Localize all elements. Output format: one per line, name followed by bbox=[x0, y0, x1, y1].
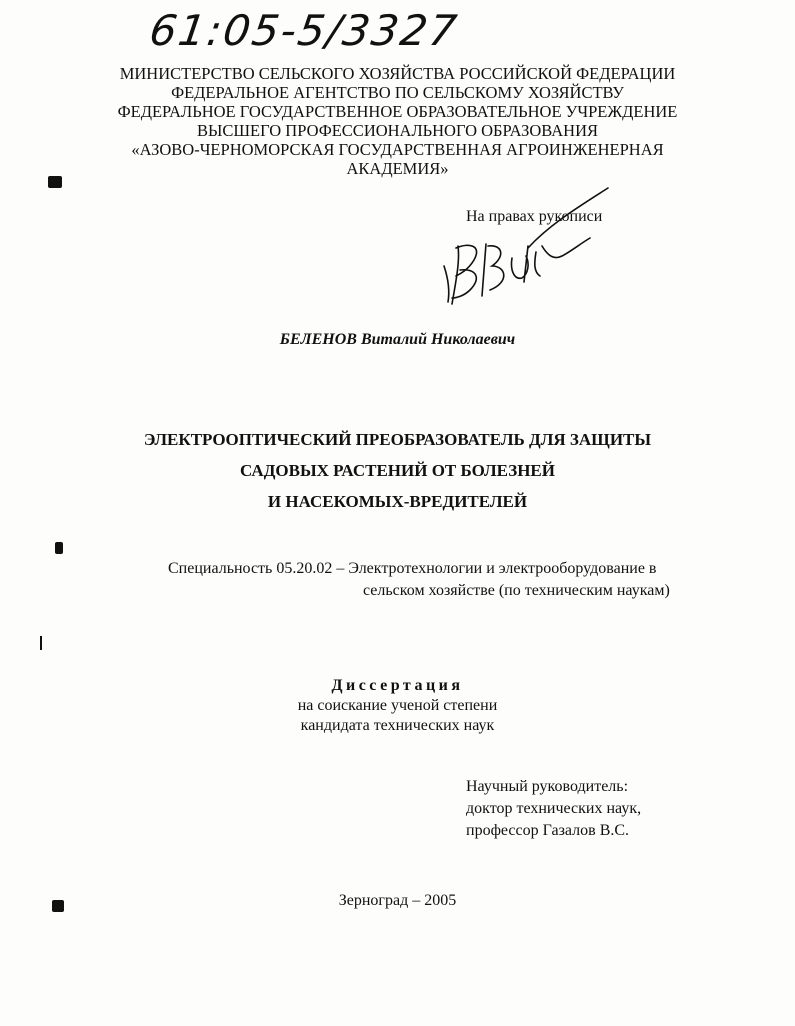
degree-line: на соискание ученой степени bbox=[297, 697, 498, 714]
title-line: ЭЛЕКТРООПТИЧЕСКИЙ ПРЕОБРАЗОВАТЕЛЬ ДЛЯ ЗАЩИТЫ bbox=[143, 430, 652, 449]
scan-mark bbox=[40, 636, 42, 650]
degree-line: кандидата технических наук bbox=[300, 717, 495, 734]
author-name: БЕЛЕНОВ Виталий Николаевич bbox=[279, 331, 516, 348]
dissertation-block bbox=[0, 676, 795, 736]
ministry-line: ФЕДЕРАЛЬНОЕ АГЕНТСТВО ПО СЕЛЬСКОМУ ХОЗЯЙСТВУ bbox=[171, 83, 624, 102]
ministry-line: ВЫСШЕГО ПРОФЕССИОНАЛЬНОГО ОБРАЗОВАНИЯ bbox=[196, 121, 599, 140]
advisor-line: Научный руководитель: bbox=[466, 778, 629, 795]
ministry-line: АКАДЕМИЯ» bbox=[346, 159, 449, 178]
scientific-advisor bbox=[466, 776, 641, 842]
ministry-line: ФЕДЕРАЛЬНОЕ ГОСУДАРСТВЕННОЕ ОБРАЗОВАТЕЛЬНОЕ УЧРЕЖДЕНИЕ bbox=[117, 102, 678, 121]
specialty bbox=[168, 558, 670, 602]
scan-mark bbox=[55, 542, 63, 554]
ministry-line: МИНИСТЕРСТВО СЕЛЬСКОГО ХОЗЯЙСТВА РОССИЙСКОЙ ФЕДЕРАЦИИ bbox=[119, 64, 676, 83]
specialty-line: сельском хозяйстве (по техническим наукам) bbox=[363, 582, 670, 599]
author-signature bbox=[430, 186, 620, 311]
manuscript-note: На правах рукописи bbox=[466, 208, 603, 225]
advisor-line: доктор технических наук, bbox=[466, 800, 642, 817]
specialty-line: Специальность 05.20.02 – Электротехнологии и электрооборудование в bbox=[168, 560, 657, 577]
dissertation-title bbox=[0, 424, 795, 517]
dissertation-heading: Диссертация bbox=[331, 677, 464, 694]
ministry-line: «АЗОВО-ЧЕРНОМОРСКАЯ ГОСУДАРСТВЕННАЯ АГРОИНЖЕНЕРНАЯ bbox=[131, 140, 664, 159]
title-line: САДОВЫХ РАСТЕНИЙ ОТ БОЛЕЗНЕЙ bbox=[240, 461, 555, 480]
title-line: И НАСЕКОМЫХ-ВРЕДИТЕЛЕЙ bbox=[267, 492, 528, 511]
advisor-line: профессор Газалов В.С. bbox=[466, 822, 630, 839]
ministry-header bbox=[0, 64, 795, 178]
archive-number: 61:05-5/3327 bbox=[146, 6, 462, 55]
place-year: Зерноград – 2005 bbox=[338, 892, 457, 909]
scan-mark bbox=[48, 176, 62, 188]
